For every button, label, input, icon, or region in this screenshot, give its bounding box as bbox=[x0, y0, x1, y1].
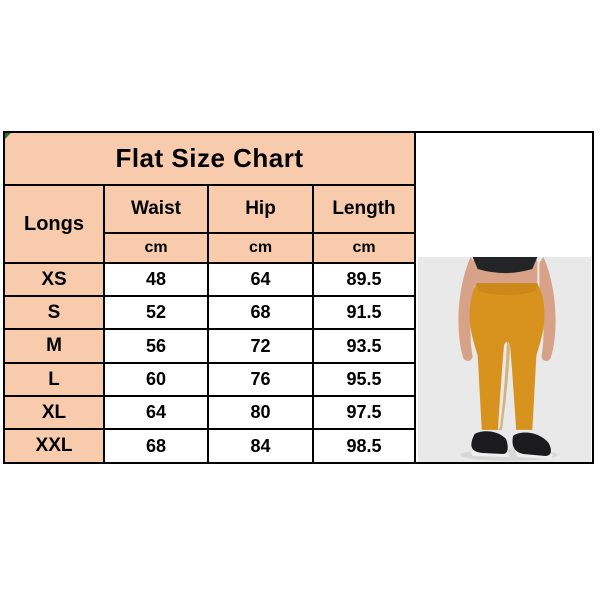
size-label-xs: XS bbox=[4, 263, 104, 296]
size-label-xl: XL bbox=[4, 396, 104, 429]
column-header-length: Length bbox=[313, 185, 415, 233]
value-cell: 89.5 bbox=[313, 263, 415, 296]
size-label-l: L bbox=[4, 363, 104, 396]
value-cell: 84 bbox=[208, 429, 313, 463]
unit-length: cm bbox=[313, 233, 415, 263]
value-cell: 64 bbox=[208, 263, 313, 296]
size-label-s: S bbox=[4, 296, 104, 329]
value-cell: 93.5 bbox=[313, 329, 415, 363]
chart-title: Flat Size Chart bbox=[4, 132, 415, 185]
product-photo-cell bbox=[415, 132, 593, 463]
column-header-hip: Hip bbox=[208, 185, 313, 233]
value-cell: 97.5 bbox=[313, 396, 415, 429]
size-label-m: M bbox=[4, 329, 104, 363]
value-cell: 52 bbox=[104, 296, 208, 329]
value-cell: 68 bbox=[208, 296, 313, 329]
model-illustration bbox=[418, 257, 591, 462]
value-cell: 91.5 bbox=[313, 296, 415, 329]
value-cell: 95.5 bbox=[313, 363, 415, 396]
value-cell: 80 bbox=[208, 396, 313, 429]
product-photo bbox=[418, 257, 591, 462]
unit-hip: cm bbox=[208, 233, 313, 263]
excel-corner-marker bbox=[5, 133, 11, 139]
unit-waist: cm bbox=[104, 233, 208, 263]
value-cell: 56 bbox=[104, 329, 208, 363]
value-cell: 98.5 bbox=[313, 429, 415, 463]
value-cell: 64 bbox=[104, 396, 208, 429]
value-cell: 60 bbox=[104, 363, 208, 396]
size-label-xxl: XXL bbox=[4, 429, 104, 463]
size-chart-table bbox=[3, 131, 594, 464]
value-cell: 72 bbox=[208, 329, 313, 363]
corner-header-longs: Longs bbox=[4, 185, 104, 263]
value-cell: 68 bbox=[104, 429, 208, 463]
value-cell: 48 bbox=[104, 263, 208, 296]
value-cell: 76 bbox=[208, 363, 313, 396]
column-header-waist: Waist bbox=[104, 185, 208, 233]
